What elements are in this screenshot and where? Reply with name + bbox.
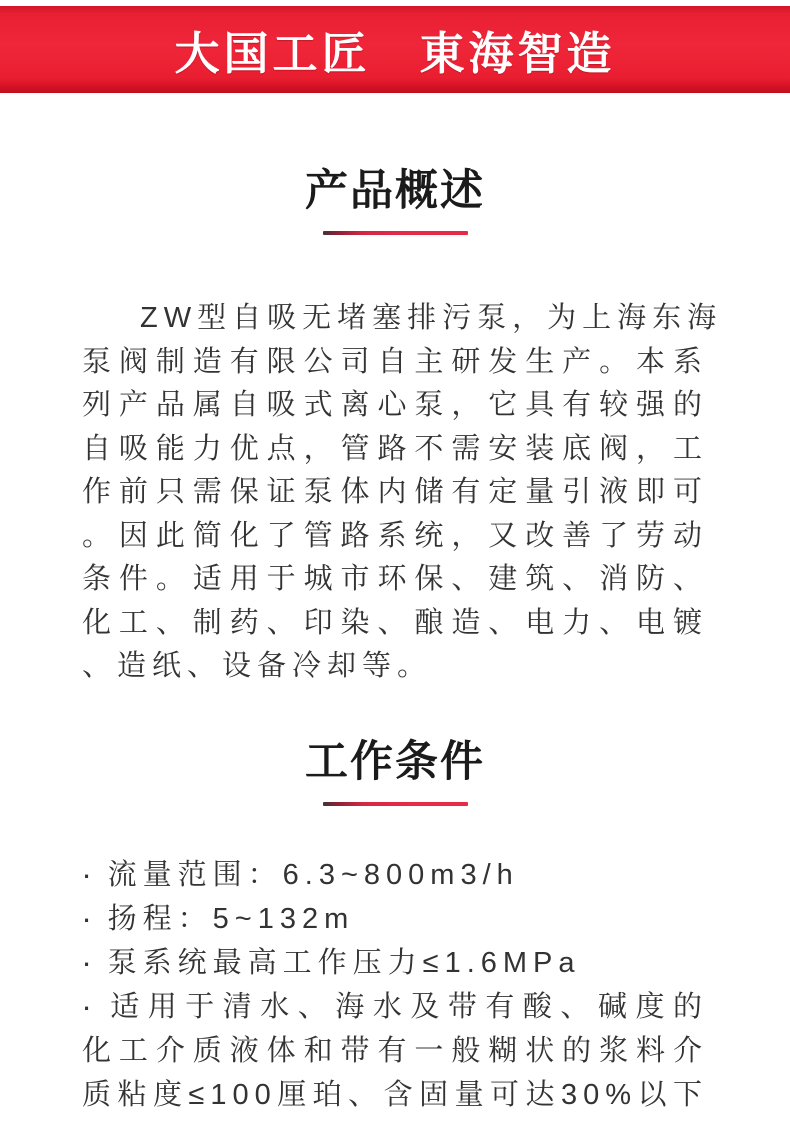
red-underline: [323, 802, 468, 806]
conditions-section: [82, 739, 708, 1117]
bullet-dot: ·: [81, 944, 99, 981]
content: [81, 167, 723, 1117]
spec-item-text: 质粘度≤100厘珀、含固量可达30%以下: [82, 1078, 708, 1111]
spec-item-media-line2: [82, 1029, 708, 1073]
paragraph-line: 列产品属自吸式离心泵，它具有较强的: [82, 389, 708, 421]
spec-item-text: 化工介质液体和带有一般糊状的浆料介: [82, 1034, 708, 1067]
spec-item-head: [82, 897, 708, 941]
banner: [0, 6, 790, 93]
paragraph-line: 泵阀制造有限公司自主研发生产。本系: [82, 345, 708, 378]
spec-item-max-pressure: [82, 941, 708, 985]
spec-item-text: 流量范围：6.3~800m3/h: [107, 858, 519, 891]
paragraph-line: ZW型自吸无堵塞排污泵，为上海东海: [140, 302, 723, 334]
paragraph-line: 作前只需保证泵体内储有定量引液即可: [82, 476, 708, 508]
overview-section: [82, 167, 723, 689]
spec-list: [82, 853, 708, 1117]
overview-heading: 产品概述: [305, 167, 485, 215]
conditions-heading: 工作条件: [305, 737, 485, 786]
bullet-dot: ·: [81, 988, 99, 1025]
banner-title: 大国工匠 東海智造: [174, 28, 616, 79]
spec-item-media-line3: [82, 1073, 708, 1117]
paragraph-line: 条件。适用于城市环保、建筑、消防、: [82, 563, 708, 595]
overview-paragraph: [82, 297, 723, 689]
spec-item-flow-range: [82, 853, 708, 897]
spec-item-text: 适用于清水、海水及带有酸、碱度的: [107, 990, 708, 1023]
spec-item-media: [82, 985, 708, 1029]
paragraph-line: 化工、制药、印染、酿造、电力、电镀: [82, 606, 708, 639]
product-page: [0, 6, 790, 1139]
paragraph-line: 自吸能力优点，管路不需安装底阀，工: [82, 432, 708, 465]
spec-item-text: 扬程：5~132m: [107, 902, 355, 935]
spec-item-text: 泵系统最高工作压力≤1.6MPa: [107, 946, 581, 979]
bullet-dot: ·: [81, 900, 99, 937]
red-underline: [323, 231, 468, 235]
bullet-dot: ·: [81, 856, 99, 893]
paragraph-line: 、造纸、设备冷却等。: [82, 650, 433, 682]
paragraph-line: 。因此简化了管路系统，又改善了劳动: [82, 519, 708, 552]
